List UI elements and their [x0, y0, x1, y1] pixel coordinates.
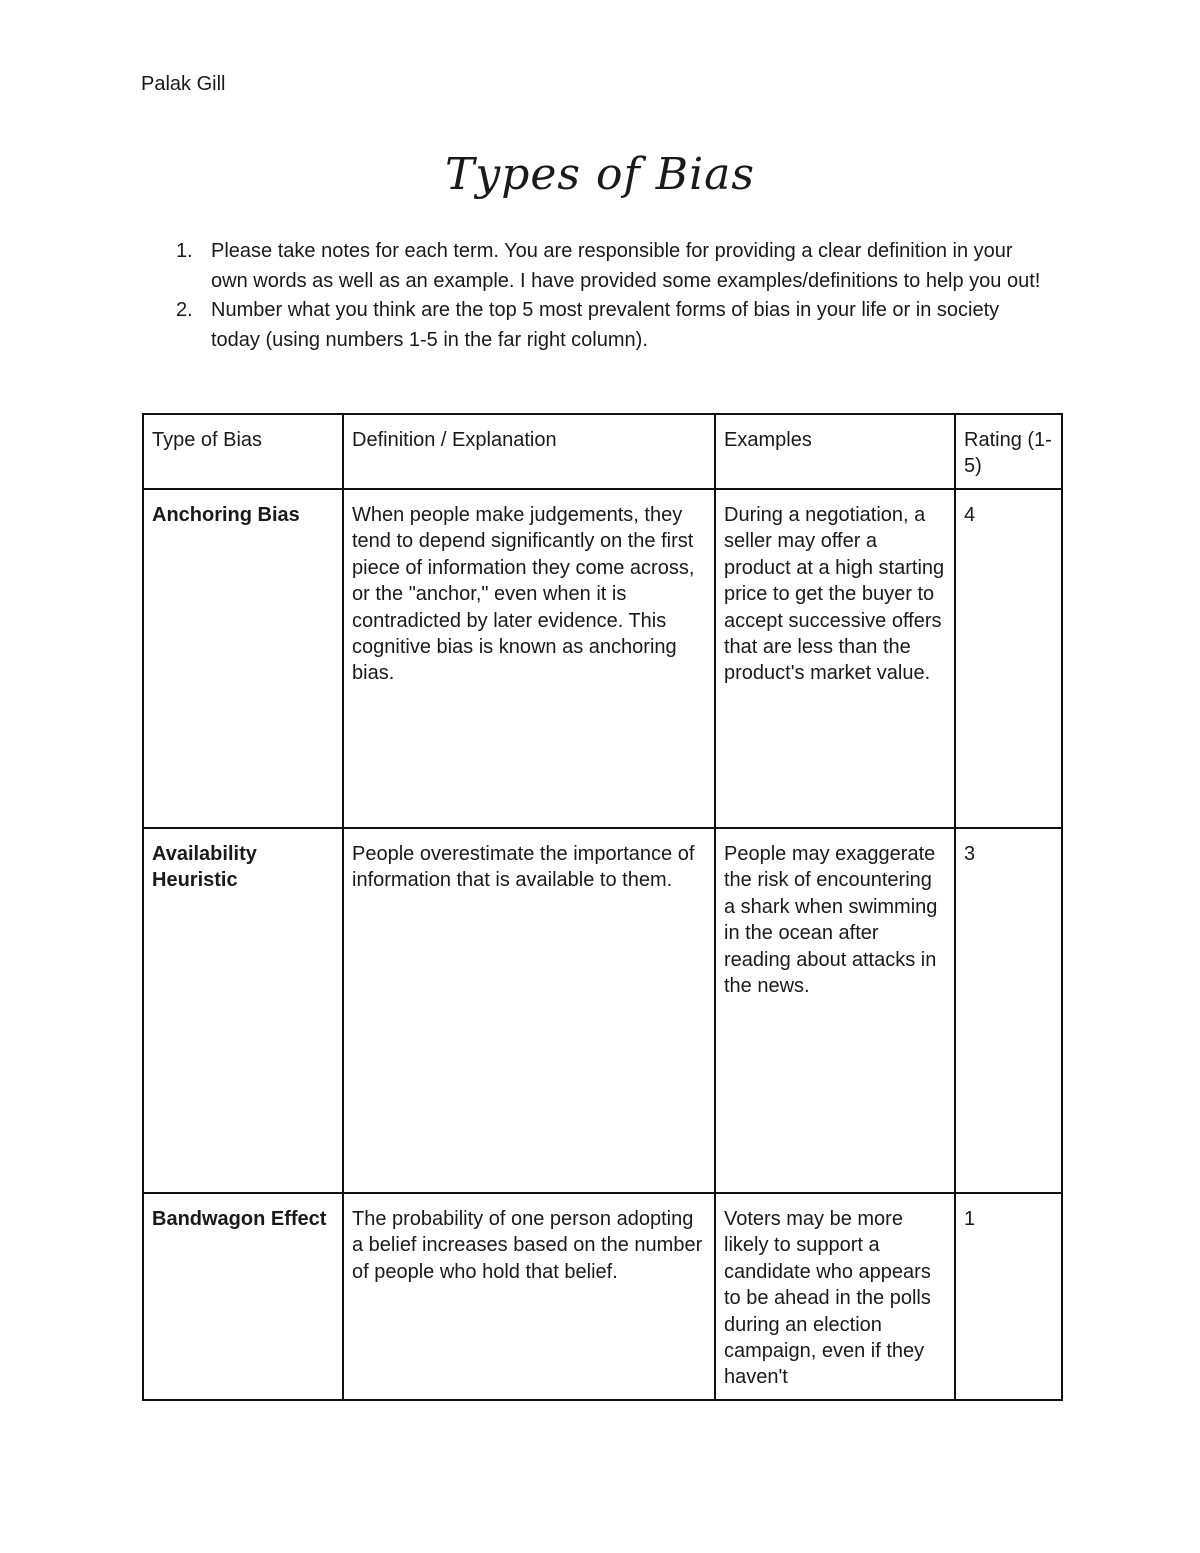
bias-term: Availability Heuristic [143, 828, 343, 1193]
bias-definition: When people make judgements, they tend to depend significantly on the first piece of information they come across, or the "anchor," even when it is contradicted by later evidence. This cognitive bias is known as anchoring bias. [343, 489, 715, 828]
instructions-list [141, 237, 1041, 356]
instruction-text: Please take notes for each term. You are responsible for providing a clear definition in your own words as well as an example. I have provided some examples/definitions to help you out! [211, 240, 1041, 292]
header-examples: Examples [715, 414, 955, 489]
instruction-item [141, 237, 1041, 296]
header-type-of-bias: Type of Bias [143, 414, 343, 489]
author-name: Palak Gill [141, 73, 226, 95]
bias-rating: 1 [955, 1193, 1062, 1400]
bias-rating: 4 [955, 489, 1062, 828]
document-title: Types of Bias [445, 149, 755, 200]
table-header-row [143, 414, 1062, 489]
table-row [143, 489, 1062, 828]
table-row [143, 1193, 1062, 1400]
instruction-number: 1. [176, 240, 193, 262]
header-rating: Rating (1-5) [955, 414, 1062, 489]
instruction-text: Number what you think are the top 5 most prevalent forms of bias in your life or in society today (using numbers 1-5 in the far right column). [211, 299, 1000, 352]
instruction-item [141, 296, 1041, 355]
bias-term: Bandwagon Effect [143, 1193, 343, 1400]
table-row [143, 828, 1062, 1193]
bias-table [142, 413, 1063, 1401]
bias-rating: 3 [955, 828, 1062, 1193]
bias-definition: People overestimate the importance of information that is available to them. [343, 828, 715, 1193]
instruction-number: 2. [176, 299, 193, 322]
bias-term: Anchoring Bias [143, 489, 343, 828]
bias-example: People may exaggerate the risk of encountering a shark when swimming in the ocean after reading about attacks in the news. [715, 828, 955, 1193]
bias-definition: The probability of one person adopting a belief increases based on the number of people who hold that belief. [343, 1193, 715, 1400]
bias-example: During a negotiation, a seller may offer a product at a high starting price to get the buyer to accept successive offers that are less than the product's market value. [715, 489, 955, 828]
bias-example: Voters may be more likely to support a candidate who appears to be ahead in the polls during an election campaign, even if they haven't [715, 1193, 955, 1400]
header-definition: Definition / Explanation [343, 414, 715, 489]
